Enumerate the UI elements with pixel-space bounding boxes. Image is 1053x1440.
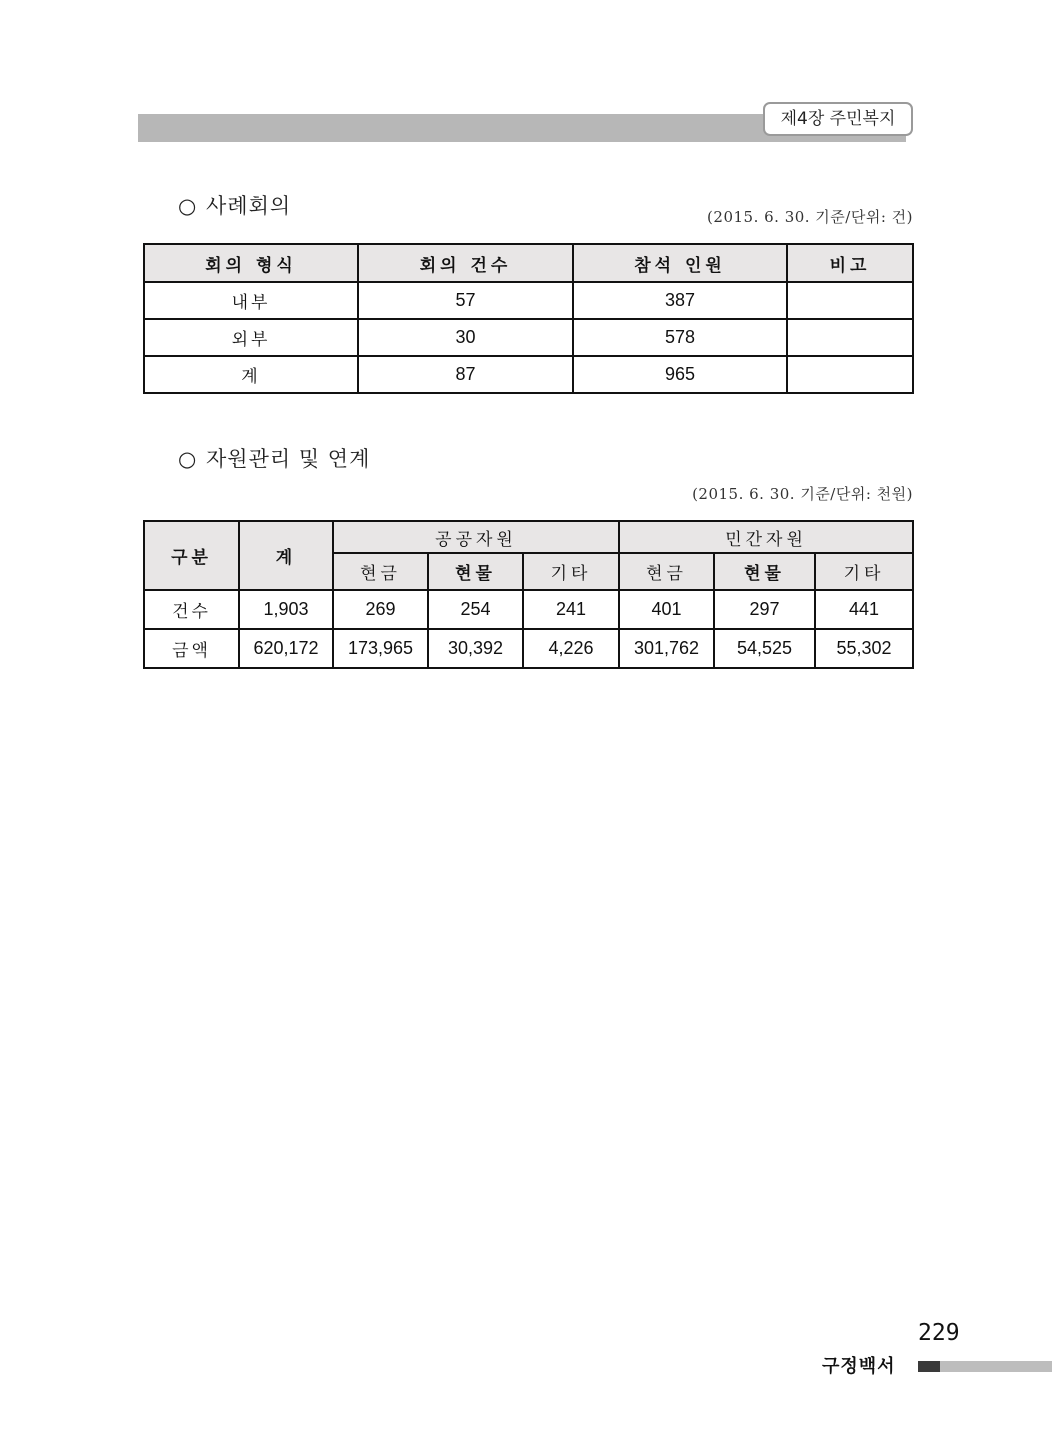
bullet-icon: ○	[178, 447, 198, 471]
table-cell: 4,226	[523, 629, 619, 668]
column-header: 기타	[523, 553, 619, 590]
table-header-row	[144, 521, 913, 553]
chapter-label: 제4장 주민복지	[763, 102, 913, 136]
table-cell: 87	[358, 356, 573, 393]
table-cell: 401	[619, 590, 714, 629]
row-label: 금액	[144, 629, 239, 668]
table-row	[144, 590, 913, 629]
footer-bar-dark	[918, 1361, 940, 1372]
table-cell: 30,392	[428, 629, 523, 668]
table-cell: 620,172	[239, 629, 333, 668]
table-row	[144, 282, 913, 319]
table-cell: 254	[428, 590, 523, 629]
row-label: 건수	[144, 590, 239, 629]
table-cell	[787, 356, 913, 393]
table-cell: 965	[573, 356, 787, 393]
column-header: 계	[239, 521, 333, 590]
column-header: 기타	[815, 553, 913, 590]
table-cell	[787, 282, 913, 319]
table-cell: 441	[815, 590, 913, 629]
column-header: 회의 건수	[358, 244, 573, 282]
footer-bar-light	[940, 1361, 1052, 1372]
column-header: 현물	[714, 553, 815, 590]
table-cell: 387	[573, 282, 787, 319]
row-label: 계	[144, 356, 358, 393]
table-cell: 301,762	[619, 629, 714, 668]
section-title-resource-management	[178, 443, 370, 473]
page-number: 229	[918, 1320, 960, 1346]
case-meeting-table	[143, 243, 914, 394]
resource-table	[143, 520, 914, 669]
row-label: 외부	[144, 319, 358, 356]
table-cell	[787, 319, 913, 356]
table-cell: 269	[333, 590, 428, 629]
table-header-row	[144, 244, 913, 282]
table-cell: 173,965	[333, 629, 428, 668]
column-group-header: 민간자원	[619, 521, 913, 553]
unit-note: (2015. 6. 30. 기준/단위: 건)	[707, 208, 913, 226]
table-cell: 54,525	[714, 629, 815, 668]
column-header: 구분	[144, 521, 239, 590]
column-header: 현물	[428, 553, 523, 590]
section-title-case-meeting	[178, 190, 291, 220]
table-cell: 55,302	[815, 629, 913, 668]
column-group-header: 공공자원	[333, 521, 619, 553]
table-cell: 30	[358, 319, 573, 356]
column-header: 참석 인원	[573, 244, 787, 282]
bullet-icon: ○	[178, 194, 198, 218]
table-cell: 241	[523, 590, 619, 629]
table-row	[144, 356, 913, 393]
table-cell: 578	[573, 319, 787, 356]
table-cell: 1,903	[239, 590, 333, 629]
row-label: 내부	[144, 282, 358, 319]
section-title-text: 사례회의	[206, 194, 292, 218]
book-title: 구정백서	[822, 1356, 896, 1377]
column-header: 회의 형식	[144, 244, 358, 282]
unit-note: (2015. 6. 30. 기준/단위: 천원)	[692, 485, 913, 503]
table-cell: 297	[714, 590, 815, 629]
column-header: 현금	[333, 553, 428, 590]
column-header: 현금	[619, 553, 714, 590]
section-title-text: 자원관리 및 연계	[206, 447, 371, 471]
table-row	[144, 629, 913, 668]
table-cell: 57	[358, 282, 573, 319]
column-header: 비고	[787, 244, 913, 282]
table-row	[144, 319, 913, 356]
